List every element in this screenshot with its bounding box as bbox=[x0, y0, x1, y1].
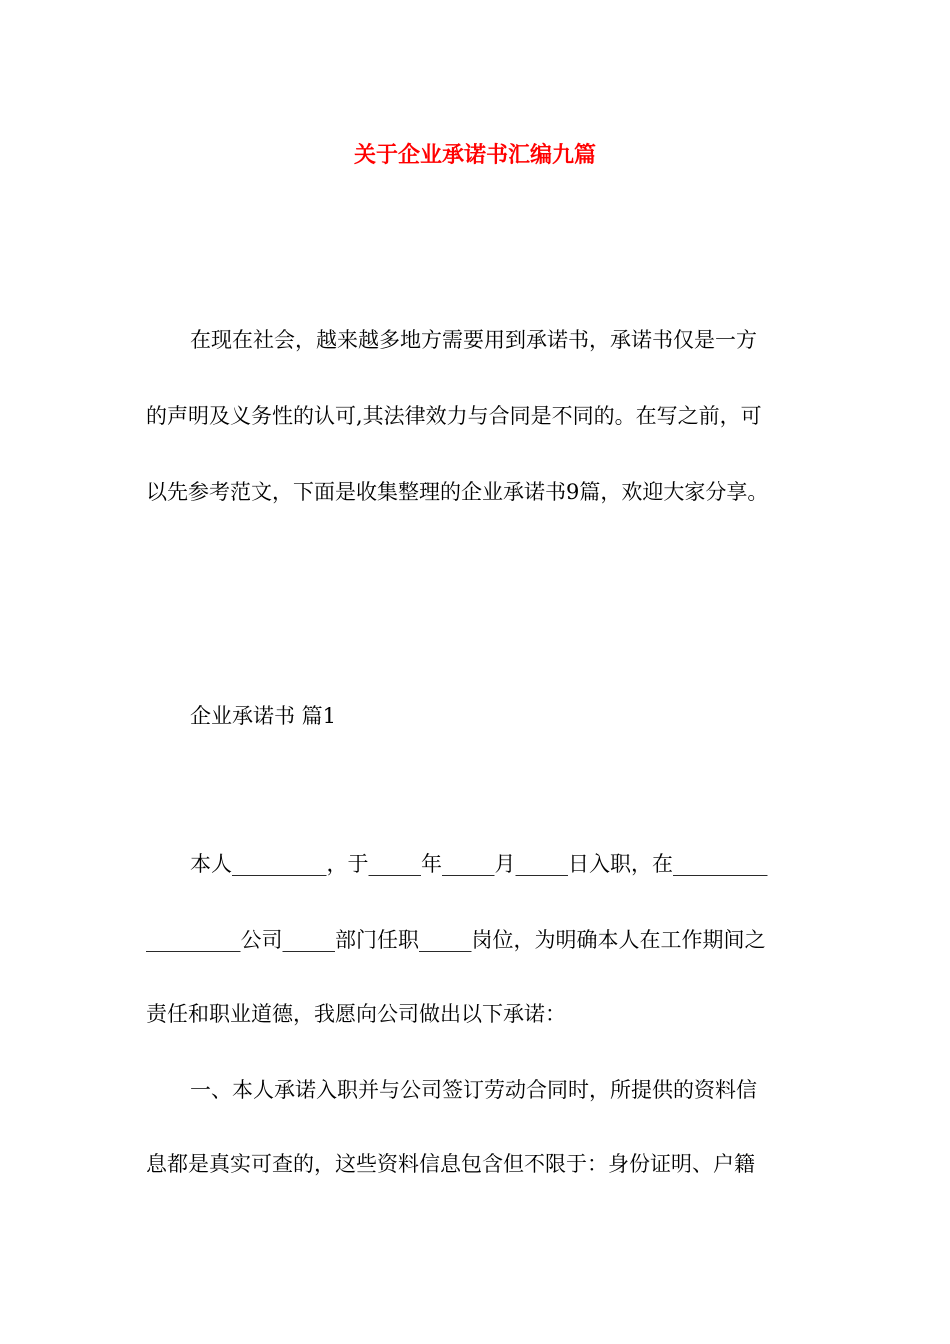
body-line-4: 一、本人承诺入职并与公司签订劳动合同时，所提供的资料信 bbox=[190, 1078, 757, 1102]
intro-line-2: 的声明及义务性的认可,其法律效力与合同是不同的。在写之前，可 bbox=[146, 404, 762, 428]
intro-line-3: 以先参考范文，下面是收集整理的企业承诺书9篇，欢迎大家分享。 bbox=[146, 480, 769, 504]
section-heading: 企业承诺书 篇1 bbox=[190, 704, 337, 728]
body-line-3: 责任和职业道德，我愿向公司做出以下承诺： bbox=[146, 1002, 566, 1026]
body-line-2: _________公司_____部门任职_____岗位，为明确本人在工作期间之 bbox=[146, 928, 766, 952]
body-line-1: 本人_________，于_____年_____月_____日入职，在_________ bbox=[190, 852, 768, 876]
body-line-5: 息都是真实可查的，这些资料信息包含但不限于：身份证明、户籍 bbox=[146, 1152, 755, 1176]
document-title: 关于企业承诺书汇编九篇 bbox=[353, 142, 596, 168]
intro-line-1: 在现在社会，越来越多地方需要用到承诺书，承诺书仅是一方 bbox=[190, 328, 757, 352]
